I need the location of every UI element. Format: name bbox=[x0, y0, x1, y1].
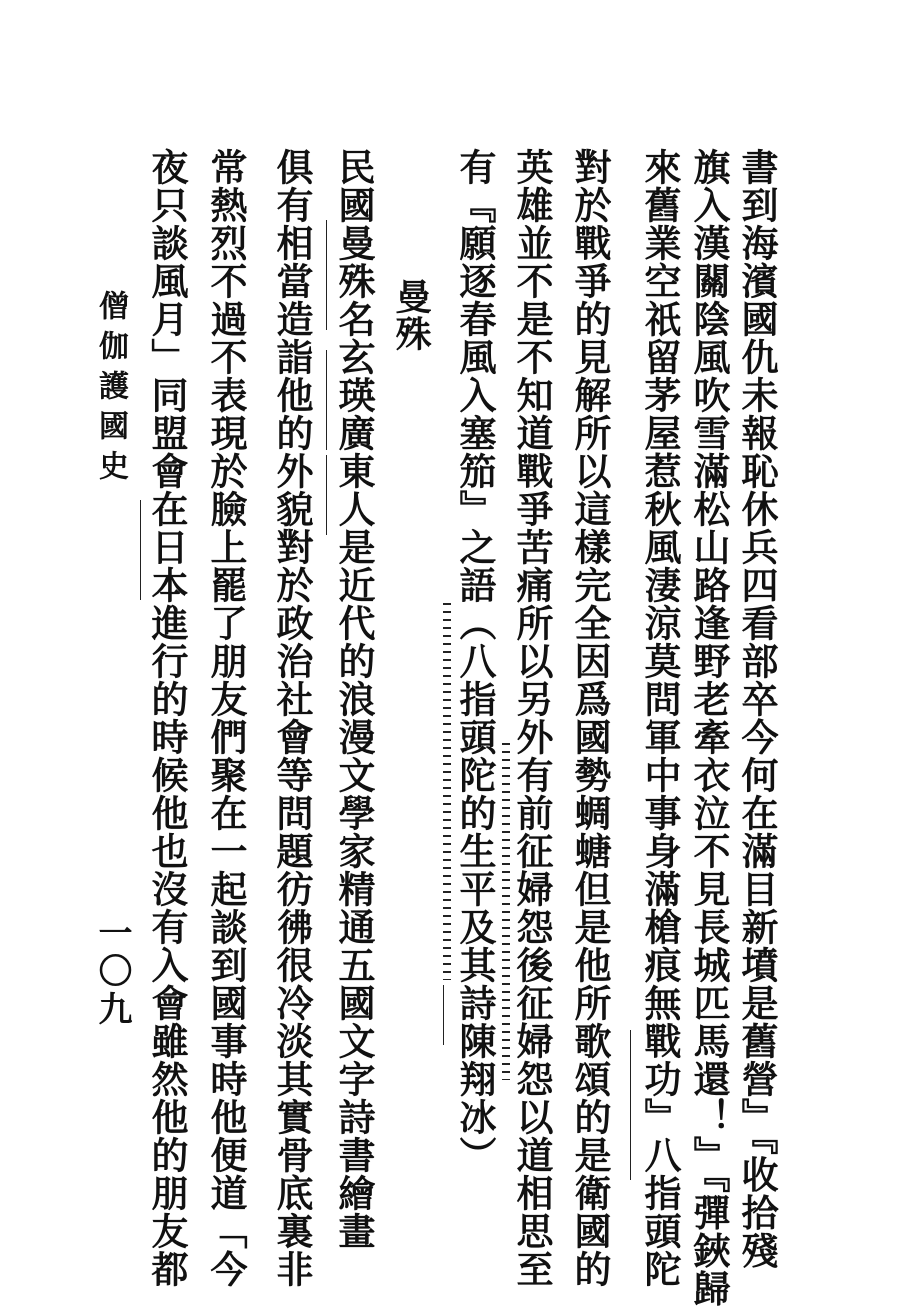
proper-name-underline bbox=[443, 985, 444, 1045]
text-column-8: 俱有相當造詣他的外貌對於政治社會等問題彷彿很冷淡其實骨底裏非 bbox=[270, 148, 314, 1288]
section-heading: 曼殊 bbox=[390, 278, 432, 352]
text-column-5: 英雄並不是不知道戰爭苦痛所以另外有前征婦怨後征婦怨以道相思至 bbox=[510, 148, 554, 1288]
proper-name-underline bbox=[140, 500, 141, 600]
text-column-2: 旗入漢關陰風吹雪滿松山路逢野老牽衣泣不見長城匹馬還！』『彈鋏歸 bbox=[687, 148, 731, 1308]
text-column-4: 對於戰爭的見解所以這樣完全因爲國勢蜩螗但是他所歌頌的是衛國的 bbox=[568, 148, 612, 1288]
text-column-9: 常熱烈不過不表現於臉上罷了朋友們聚在一起談到國事時他便道「今 bbox=[204, 148, 248, 1288]
text-column-6: 有『願逐春風入塞笳』之語（八指頭陀的生平及其詩陳翔冰） bbox=[453, 148, 497, 1174]
book-title-wavy-line bbox=[443, 600, 451, 980]
book-title-wavy-line bbox=[502, 740, 510, 1080]
proper-name-underline bbox=[630, 1030, 631, 1180]
proper-name-underline bbox=[326, 220, 327, 330]
running-head: 僧伽護國史 bbox=[93, 290, 128, 490]
text-column-7: 民國曼殊名玄瑛廣東人是近代的浪漫文學家精通五國文字詩書繪畫 bbox=[332, 148, 376, 1250]
text-column-10: 夜只談風月」同盟會在日本進行的時候他也沒有入會雖然他的朋友都 bbox=[145, 148, 189, 1288]
page-number: 一〇九 bbox=[92, 915, 132, 1029]
text-column-3: 來舊業空祇留茅屋惹秋風淒涼莫問軍中事身滿槍痕無戰功』八指頭陀 bbox=[638, 148, 682, 1288]
proper-name-underline bbox=[326, 350, 327, 450]
proper-name-underline bbox=[326, 455, 327, 535]
text-column-1: 書到海濱國仇未報恥休兵四看部卒今何在滿目新墳是舊營』『收拾殘 bbox=[735, 148, 779, 1270]
